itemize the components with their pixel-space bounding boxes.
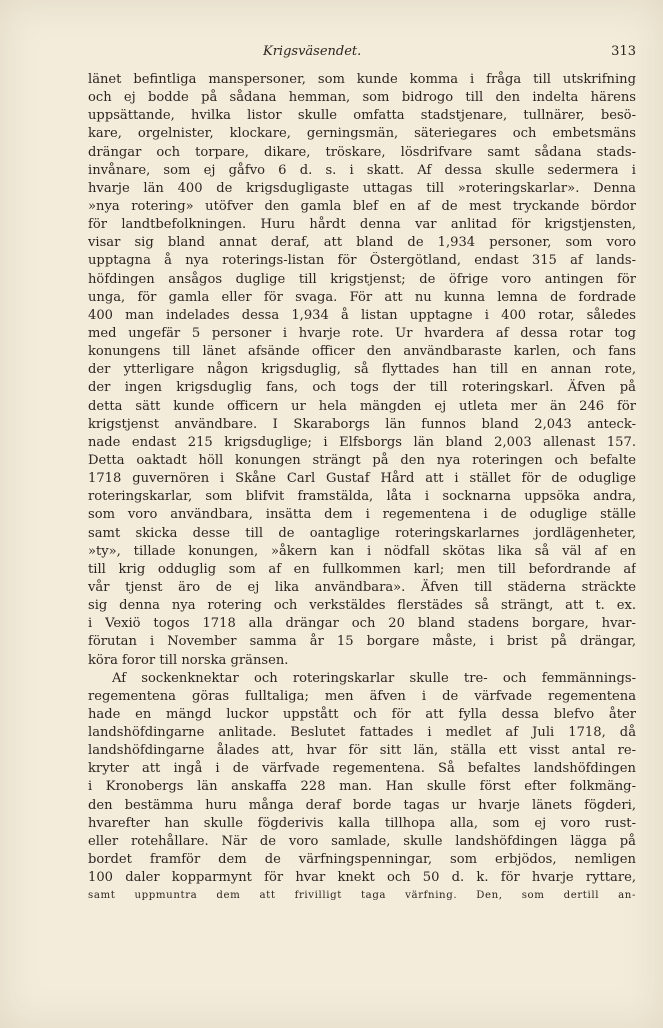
text-line: krigstjenst användbare. I Skaraborgs län funnos bland 2,043 anteck- — [88, 416, 636, 432]
text-line: hvarje län 400 de krigsdugligaste uttagas till »roteringskarlar». Denna — [88, 180, 636, 196]
text-line: och ej bodde på sådana hemman, som bidrogo till den indelta härens — [88, 90, 636, 106]
text-line: länet befintliga manspersoner, som kunde komma i fråga till utskrifning — [88, 72, 636, 87]
text-line: regementena göras fulltaliga; men äfven i de värfvade regementena — [88, 688, 636, 704]
text-line: kryter att ingå i de värfvade regementena. Så befaltes landshöfdingen — [88, 761, 636, 777]
text-line: landshöfdingarne ålades att, hvar för sitt län, ställa ett visst antal re- — [88, 743, 636, 759]
text-line: roteringskarlar, som blifvit framstälda, låta i socknarna uppsöka andra, — [88, 489, 636, 505]
text-line: der ingen krigsduglig fans, och togs der till roteringskarl. Äfven på — [88, 380, 636, 396]
text-line — [88, 905, 636, 923]
text-line: som voro användbara, insätta dem i regementena i de oduglige ställe — [88, 507, 636, 523]
text-line: visar sig bland annat deraf, att bland de 1,934 personer, som voro — [88, 235, 636, 251]
text-line: invånare, som ej gåfvo 6 d. s. i skatt. Af dessa skulle sedermera i — [88, 162, 636, 178]
text-line: der ytterligare någon krigsduglig, så flyttades han till en annan rote, — [88, 362, 636, 378]
text-line: drängar och torpare, dikare, tröskare, lösdrifvare samt sådana stads- — [88, 144, 636, 160]
text-line: till krig odduglig som af en fullkommen karl; men till befordrande af — [88, 561, 636, 577]
text-line: bordet framför dem de värfningspenningar, som erbjödos, nemligen — [88, 852, 636, 868]
text-line: höfdingen ansågos duglige till krigstjenst; de öfrige voro antingen för — [88, 271, 636, 287]
paragraph-start-line: Af sockenknektar och roteringskarlar skulle tre- och femmännings- — [112, 670, 636, 686]
text-line: uppsättande, hvilka listor skulle omfatta stadstjenare, tullnärer, besö- — [88, 108, 636, 124]
text-line: med ungefär 5 personer i hvarje rote. Ur hvardera af dessa rotar tog — [88, 325, 636, 341]
text-line: upptagna å nya roterings-listan för Östergötland, endast 315 af lands- — [88, 253, 636, 269]
text-line: i Kronobergs län anskaffa 228 man. Han skulle först efter folkmäng- — [88, 779, 636, 795]
text-line: kare, orgelnister, klockare, gerningsmän, säteriegares och embetsmäns — [88, 126, 636, 142]
text-line: för landtbefolkningen. Huru hårdt denna var anlitad för krigstjensten, — [88, 217, 636, 233]
small-print-line: samt uppmuntra dem att frivilligt taga värfning. Den, som dertill an- — [88, 890, 636, 902]
text-line: konungens till länet afsände officer den användbaraste karlen, och fans — [88, 344, 636, 360]
text-line: »ty», tillade konungen, »åkern kan i nödfall skötas lika så väl af en — [88, 543, 636, 559]
text-line: förutan i November samma år 15 borgare måste, i brist på drängar, — [88, 634, 636, 650]
text-line: nade endast 215 krigsduglige; i Elfsborgs län bland 2,003 allenast 157. — [88, 434, 636, 450]
text-line: eller rotehållare. När de voro samlade, skulle landshöfdingen lägga på — [88, 833, 636, 849]
text-line: den bestämma huru många deraf borde tagas ur hvarje länets fögderi, — [88, 797, 636, 813]
text-line: 1718 guvernören i Skåne Carl Gustaf Hård att i stället för de oduglige — [88, 471, 636, 487]
text-line: i Vexiö togos 1718 alla drängar och 20 bland stadens borgare, hvar- — [88, 616, 636, 632]
text-line: hvarefter han skulle fögderivis kalla tillhopa alla, som ej voro rust- — [88, 815, 636, 831]
text-line: vår tjenst äro de ej lika användbara». Äfven till städerna sträckte — [88, 579, 636, 595]
text-line: sig denna nya rotering och verkstäldes flerstädes så strängt, att t. ex. — [88, 598, 636, 614]
text-line: 400 man indelades dessa 1,934 å listan upptagne i 400 rotar, således — [88, 307, 636, 323]
running-title: Krigsväsendet. — [263, 44, 362, 59]
page-number: 313 — [611, 44, 636, 59]
running-head — [88, 44, 636, 64]
text-line: »nya rotering» utöfver den gamla blef en af de mest tryckande bördor — [88, 198, 636, 214]
text-line: samt skicka desse till de oantaglige roteringskarlarnes jordlägenheter, — [88, 525, 636, 541]
text-line: unga, för gamla eller för svaga. För att nu kunna lemna de fordrade — [88, 289, 636, 305]
text-line: landshöfdingarne anlitade. Beslutet fattades i medlet af Juli 1718, då — [88, 725, 636, 741]
body-text — [88, 71, 636, 924]
text-line: detta sätt kunde officern ur hela mängden ej utleta mer än 246 för — [88, 398, 636, 414]
paragraph-end-line: köra foror till norska gränsen. — [88, 652, 289, 668]
text-line: Detta oaktadt höll konungen strängt på den nya roteringen och befalte — [88, 452, 636, 468]
text-line: hade en mängd luckor uppstått och för att fylla dessa blefvo åter — [88, 706, 636, 722]
text-line: 100 daler kopparmynt för hvar knekt och 50 d. k. för hvarje ryttare, — [88, 870, 636, 886]
